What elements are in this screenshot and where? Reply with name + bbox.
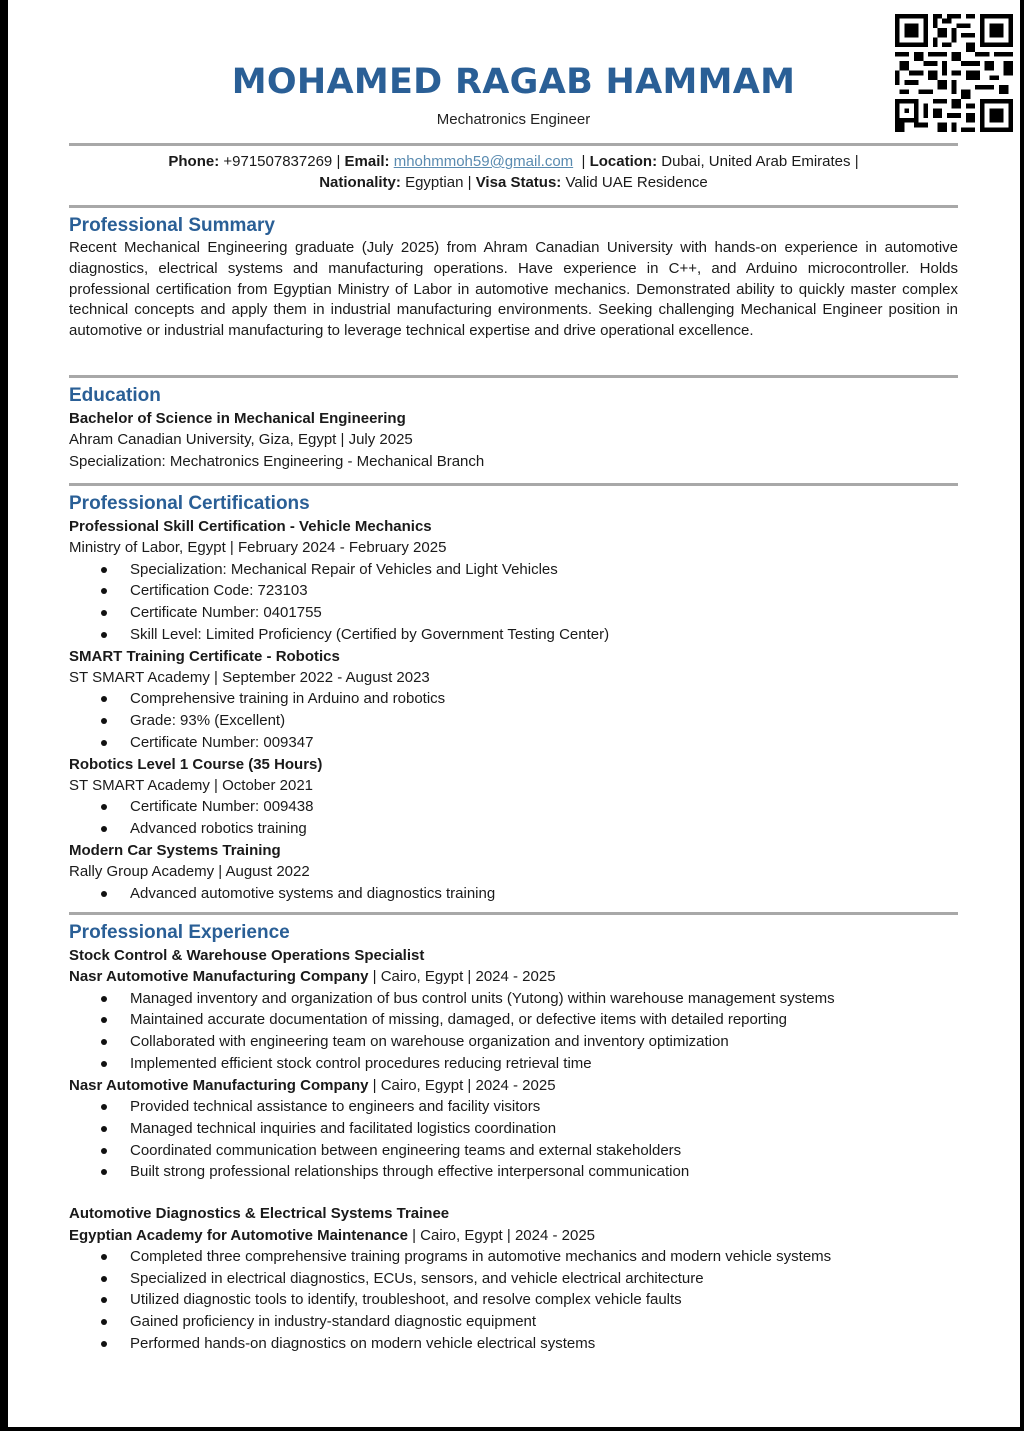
- contact-info: [69, 151, 958, 193]
- resume-page: [8, 0, 1020, 1427]
- bullet-text: Managed inventory and organization of bus control units (Yutong) within warehouse management systems: [130, 989, 835, 1007]
- contact-line-2: [69, 172, 958, 193]
- bullet-icon: [101, 996, 107, 1002]
- list-item: [69, 1333, 958, 1355]
- section-divider: [69, 912, 958, 915]
- list-item: [69, 1096, 958, 1118]
- job-company-line: [69, 1225, 958, 1246]
- bullet-list: [69, 883, 958, 905]
- bullet-text: Utilized diagnostic tools to identify, troubleshoot, and resolve complex vehicle faults: [130, 1291, 682, 1309]
- job-company-line: [69, 1075, 958, 1096]
- list-item: [69, 1053, 958, 1075]
- bullet-icon: [101, 1254, 107, 1260]
- job-details: | Cairo, Egypt | 2024 - 2025: [368, 1076, 556, 1094]
- location-label: Location:: [589, 153, 658, 170]
- email-link[interactable]: mhohmmoh59@gmail.com: [393, 153, 574, 170]
- section-divider: [69, 483, 958, 486]
- candidate-title: Mechatronics Engineer: [436, 111, 591, 128]
- bullet-icon: [101, 1039, 107, 1045]
- bullet-icon: [101, 632, 107, 638]
- list-item: [69, 602, 958, 624]
- bullet-icon: [101, 1341, 107, 1347]
- bullet-list: [69, 559, 958, 646]
- certification-title: Modern Car Systems Training: [69, 841, 281, 859]
- nationality-label: Nationality:: [319, 174, 401, 191]
- bullet-text: Provided technical assistance to engineers and facility visitors: [130, 1098, 541, 1116]
- bullet-text: Maintained accurate documentation of missing, damaged, or defective items with detailed reporting: [130, 1011, 788, 1029]
- bullet-icon: [101, 567, 107, 573]
- list-item: [69, 988, 958, 1010]
- bullet-icon: [101, 1319, 107, 1325]
- certification-issuer: Ministry of Labor, Egypt | February 2024 - February 2025: [69, 539, 447, 557]
- experience-section: [69, 921, 958, 1355]
- list-item: [69, 796, 958, 818]
- list-item: [69, 688, 958, 710]
- bullet-list: [69, 688, 958, 753]
- bullet-text: Advanced robotics training: [130, 820, 307, 838]
- degree: Bachelor of Science in Mechanical Engineering: [69, 410, 406, 427]
- section-heading: Professional Summary: [69, 215, 275, 236]
- list-item: [69, 1246, 958, 1268]
- separator: |: [581, 153, 586, 170]
- job-company: Nasr Automotive Manufacturing Company: [69, 968, 369, 986]
- job-role: Stock Control & Warehouse Operations Specialist: [69, 947, 425, 964]
- visa-value: Valid UAE Residence: [565, 174, 708, 191]
- certification-issuer: Rally Group Academy | August 2022: [69, 863, 310, 881]
- bullet-icon: [101, 696, 107, 702]
- specialization: Specialization: Mechatronics Engineering - Mechanical Branch: [69, 452, 485, 470]
- bullet-text: Completed three comprehensive training programs in automotive mechanics and modern vehicle systems: [130, 1247, 832, 1265]
- education-section: [69, 384, 958, 472]
- bullet-text: Specialization: Mechanical Repair of Vehicles and Light Vehicles: [130, 560, 558, 578]
- list-item: [69, 1118, 958, 1140]
- bullet-icon: [101, 1276, 107, 1282]
- bullet-text: Comprehensive training in Arduino and robotics: [130, 690, 446, 708]
- list-item: [69, 883, 958, 905]
- list-item: [69, 624, 958, 646]
- list-item: [69, 559, 958, 581]
- separator: |: [467, 174, 472, 191]
- certification-item: [69, 516, 958, 646]
- bullet-text: Collaborated with engineering team on warehouse organization and inventory optimization: [130, 1033, 729, 1051]
- bullet-icon: [101, 1104, 107, 1110]
- bullet-icon: [101, 1148, 107, 1154]
- list-item: [69, 710, 958, 732]
- separator: |: [854, 153, 859, 170]
- bullet-text: Advanced automotive systems and diagnostics training: [130, 884, 496, 902]
- bullet-list: [69, 988, 958, 1075]
- bullet-text: Coordinated communication between engineering teams and external stakeholders: [130, 1141, 682, 1159]
- bullet-icon: [101, 1297, 107, 1303]
- job-entry: [69, 1203, 958, 1355]
- bullet-text: Gained proficiency in industry-standard diagnostic equipment: [130, 1313, 537, 1331]
- bullet-icon: [101, 1061, 107, 1067]
- certification-issuer: ST SMART Academy | September 2022 - August 2023: [69, 669, 430, 687]
- certification-item: [69, 840, 958, 904]
- job-role: Automotive Diagnostics & Electrical Systems Trainee: [69, 1205, 450, 1223]
- bullet-text: Performed hands-on diagnostics on modern vehicle electrical systems: [130, 1335, 596, 1353]
- bullet-icon: [101, 826, 107, 832]
- certifications-section: [69, 492, 958, 904]
- job-entry: [69, 1075, 958, 1183]
- section-divider: [69, 375, 958, 378]
- bullet-text: Specialized in electrical diagnostics, ECUs, sensors, and vehicle electrical architecture: [130, 1269, 704, 1287]
- certification-title: Robotics Level 1 Course (35 Hours): [69, 755, 323, 773]
- list-item: [69, 1009, 958, 1031]
- bullet-list: [69, 1246, 958, 1355]
- job-company: Nasr Automotive Manufacturing Company: [69, 1076, 369, 1094]
- qr-code-icon[interactable]: [895, 14, 1013, 132]
- summary-text: Recent Mechanical Engineering graduate (July 2025) from Ahram Canadian University with hands-on experience in automotive diagnostics, electrical systems and manufacturing operations. Have experience in C++, and Arduino microcontroller. Holds professional certification from Egyptian Ministry of Labor in automotive mechanics. Demonstrated ability to quickly master complex technical concepts and apply them in industrial manufacturing environments. Seeking challenging Mechanical Engineer position in automotive or industrial manufacturing to leverage technical expertise and drive operational excellence.: [69, 239, 958, 340]
- bullet-icon: [101, 1169, 107, 1175]
- section-heading: Professional Certifications: [69, 493, 310, 514]
- certification-item: [69, 754, 958, 840]
- bullet-icon: [101, 740, 107, 746]
- header-divider: [69, 143, 958, 146]
- bullet-text: Grade: 93% (Excellent): [130, 712, 286, 730]
- section-divider: [69, 205, 958, 208]
- list-item: [69, 1289, 958, 1311]
- bullet-text: Certificate Number: 009347: [130, 733, 314, 751]
- email-label: Email:: [344, 153, 390, 170]
- section-heading: Professional Experience: [69, 922, 290, 943]
- bullet-icon: [101, 588, 107, 594]
- bullet-text: Managed technical inquiries and facilitated logistics coordination: [130, 1119, 557, 1137]
- bullet-icon: [101, 718, 107, 724]
- list-item: [69, 1031, 958, 1053]
- job-details: | Cairo, Egypt | 2024 - 2025: [368, 968, 556, 986]
- list-item: [69, 1161, 958, 1183]
- section-heading: Education: [69, 385, 161, 406]
- phone-label: Phone:: [168, 153, 220, 170]
- bullet-text: Certificate Number: 009438: [130, 798, 314, 816]
- list-item: [69, 732, 958, 754]
- certification-item: [69, 646, 958, 754]
- list-item: [69, 1140, 958, 1162]
- certification-title: Professional Skill Certification - Vehicle Mechanics: [69, 518, 432, 535]
- phone-value: +971507837269: [223, 153, 333, 170]
- institution: Ahram Canadian University, Giza, Egypt | July 2025: [69, 431, 413, 449]
- job-details: | Cairo, Egypt | 2024 - 2025: [407, 1226, 596, 1244]
- bullet-text: Certificate Number: 0401755: [130, 604, 322, 622]
- list-item: [69, 1311, 958, 1333]
- bullet-icon: [101, 1017, 107, 1023]
- certification-title: SMART Training Certificate - Robotics: [69, 647, 340, 665]
- bullet-list: [69, 1096, 958, 1183]
- bullet-icon: [101, 1126, 107, 1132]
- candidate-name: MOHAMED RAGAB HAMMAM: [231, 62, 796, 102]
- list-item: [69, 1268, 958, 1290]
- bullet-icon: [101, 891, 107, 897]
- summary-section: [69, 214, 958, 342]
- bullet-text: Skill Level: Limited Proficiency (Certified by Government Testing Center): [130, 625, 610, 643]
- bullet-list: [69, 796, 958, 840]
- nationality-value: Egyptian: [405, 174, 464, 191]
- job-company-line: [69, 966, 958, 987]
- separator: |: [336, 153, 341, 170]
- list-item: [69, 580, 958, 602]
- job-company: Egyptian Academy for Automotive Maintenance: [69, 1226, 408, 1244]
- bullet-icon: [101, 804, 107, 810]
- certification-issuer: ST SMART Academy | October 2021: [69, 777, 314, 795]
- visa-label: Visa Status:: [475, 174, 562, 191]
- bullet-text: Certification Code: 723103: [130, 582, 308, 600]
- bullet-text: Implemented efficient stock control procedures reducing retrieval time: [130, 1054, 592, 1072]
- list-item: [69, 818, 958, 840]
- contact-line-1: [69, 151, 958, 172]
- location-value: Dubai, United Arab Emirates: [661, 153, 851, 170]
- bullet-text: Built strong professional relationships through effective interpersonal communication: [130, 1163, 690, 1181]
- job-entry: [69, 945, 958, 1075]
- bullet-icon: [101, 610, 107, 616]
